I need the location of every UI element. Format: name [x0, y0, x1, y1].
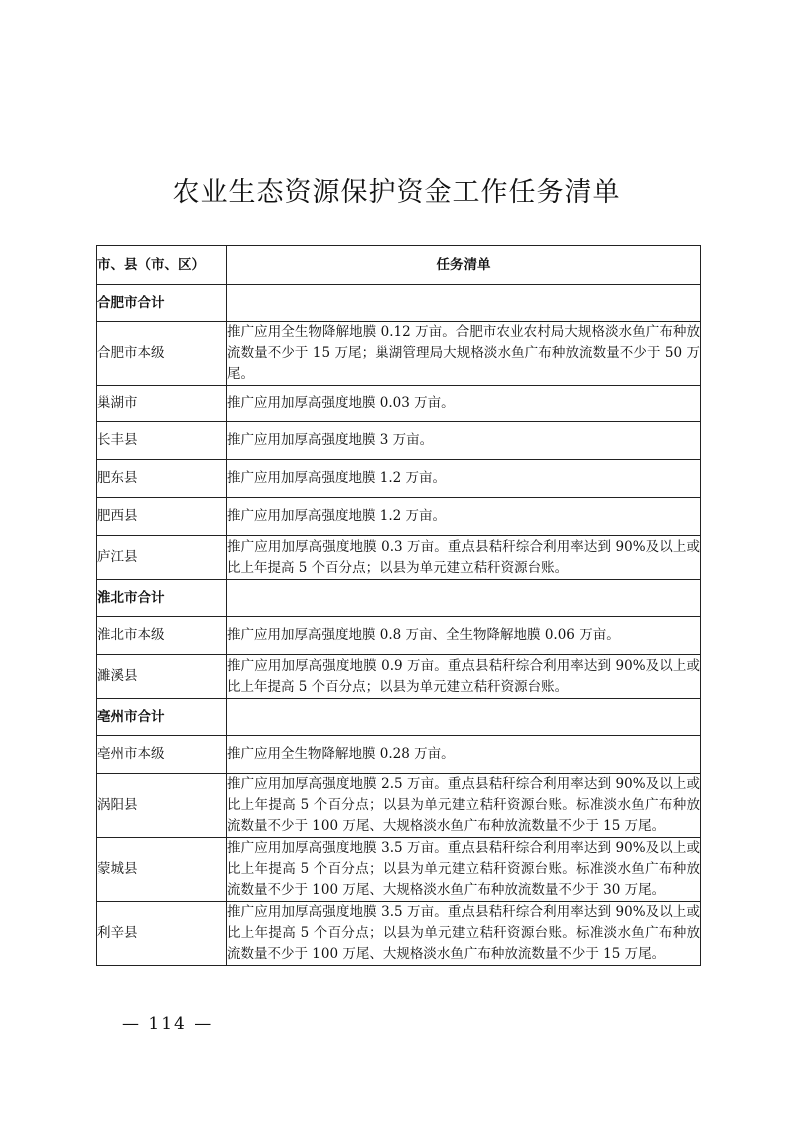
county-name: 巢湖市	[97, 386, 227, 422]
table-row	[97, 774, 701, 838]
county-name: 肥西县	[97, 498, 227, 536]
county-name: 濉溪县	[97, 655, 227, 699]
task-description: 推广应用加厚高强度地膜 0.9 万亩。重点县秸秆综合利用率达到 90%及以上或比上年提高 5 个百分点；以县为单元建立秸秆资源台账。	[227, 655, 701, 699]
task-description: 推广应用加厚高强度地膜 1.2 万亩。	[227, 498, 701, 536]
header-task-list: 任务清单	[227, 246, 701, 285]
task-description: 推广应用加厚高强度地膜 3 万亩。	[227, 422, 701, 460]
city-subtotal-name: 亳州市合计	[97, 699, 227, 736]
table-row	[97, 736, 701, 774]
task-description	[227, 699, 701, 736]
table-row	[97, 460, 701, 498]
task-description: 推广应用加厚高强度地膜 0.3 万亩。重点县秸秆综合利用率达到 90%及以上或比上年提高 5 个百分点；以县为单元建立秸秆资源台账。	[227, 536, 701, 580]
county-name: 亳州市本级	[97, 736, 227, 774]
task-description: 推广应用加厚高强度地膜 3.5 万亩。重点县秸秆综合利用率达到 90%及以上或比上年提高 5 个百分点；以县为单元建立秸秆资源台账。标准淡水鱼广布种放流数量不少于 100 万尾、大规格淡水鱼广布种放流数量不少于 15 万尾。	[227, 902, 701, 966]
table-row	[97, 902, 701, 966]
table-row	[97, 655, 701, 699]
county-name: 肥东县	[97, 460, 227, 498]
task-description: 推广应用加厚高强度地膜 1.2 万亩。	[227, 460, 701, 498]
table-header-row	[97, 246, 701, 285]
task-description	[227, 285, 701, 322]
table-row	[97, 386, 701, 422]
subtotal-row	[97, 699, 701, 736]
task-description: 推广应用加厚高强度地膜 3.5 万亩。重点县秸秆综合利用率达到 90%及以上或比上年提高 5 个百分点；以县为单元建立秸秆资源台账。标准淡水鱼广布种放流数量不少于 100 万尾、大规格淡水鱼广布种放流数量不少于 30 万尾。	[227, 838, 701, 902]
table-row	[97, 838, 701, 902]
task-description: 推广应用加厚高强度地膜 0.03 万亩。	[227, 386, 701, 422]
county-name: 利辛县	[97, 902, 227, 966]
table-row	[97, 498, 701, 536]
county-name: 庐江县	[97, 536, 227, 580]
task-description	[227, 580, 701, 617]
task-description: 推广应用加厚高强度地膜 0.8 万亩、全生物降解地膜 0.06 万亩。	[227, 617, 701, 655]
table-row	[97, 536, 701, 580]
table-row	[97, 422, 701, 460]
county-name: 涡阳县	[97, 774, 227, 838]
table-row	[97, 322, 701, 386]
task-description: 推广应用加厚高强度地膜 2.5 万亩。重点县秸秆综合利用率达到 90%及以上或比上年提高 5 个百分点；以县为单元建立秸秆资源台账。标准淡水鱼广布种放流数量不少于 100 万尾、大规格淡水鱼广布种放流数量不少于 15 万尾。	[227, 774, 701, 838]
city-subtotal-name: 淮北市合计	[97, 580, 227, 617]
city-subtotal-name: 合肥市合计	[97, 285, 227, 322]
county-name: 合肥市本级	[97, 322, 227, 386]
task-description: 推广应用全生物降解地膜 0.12 万亩。合肥市农业农村局大规格淡水鱼广布种放流数量不少于 15 万尾；巢湖管理局大规格淡水鱼广布种放流数量不少于 50 万尾。	[227, 322, 701, 386]
table-row	[97, 617, 701, 655]
task-description: 推广应用全生物降解地膜 0.28 万亩。	[227, 736, 701, 774]
header-region: 市、县（市、区）	[97, 246, 227, 285]
page-number: — 114 —	[122, 1014, 214, 1034]
county-name: 长丰县	[97, 422, 227, 460]
task-table	[96, 245, 701, 966]
subtotal-row	[97, 285, 701, 322]
county-name: 蒙城县	[97, 838, 227, 902]
subtotal-row	[97, 580, 701, 617]
page-title: 农业生态资源保护资金工作任务清单	[172, 177, 621, 208]
county-name: 淮北市本级	[97, 617, 227, 655]
